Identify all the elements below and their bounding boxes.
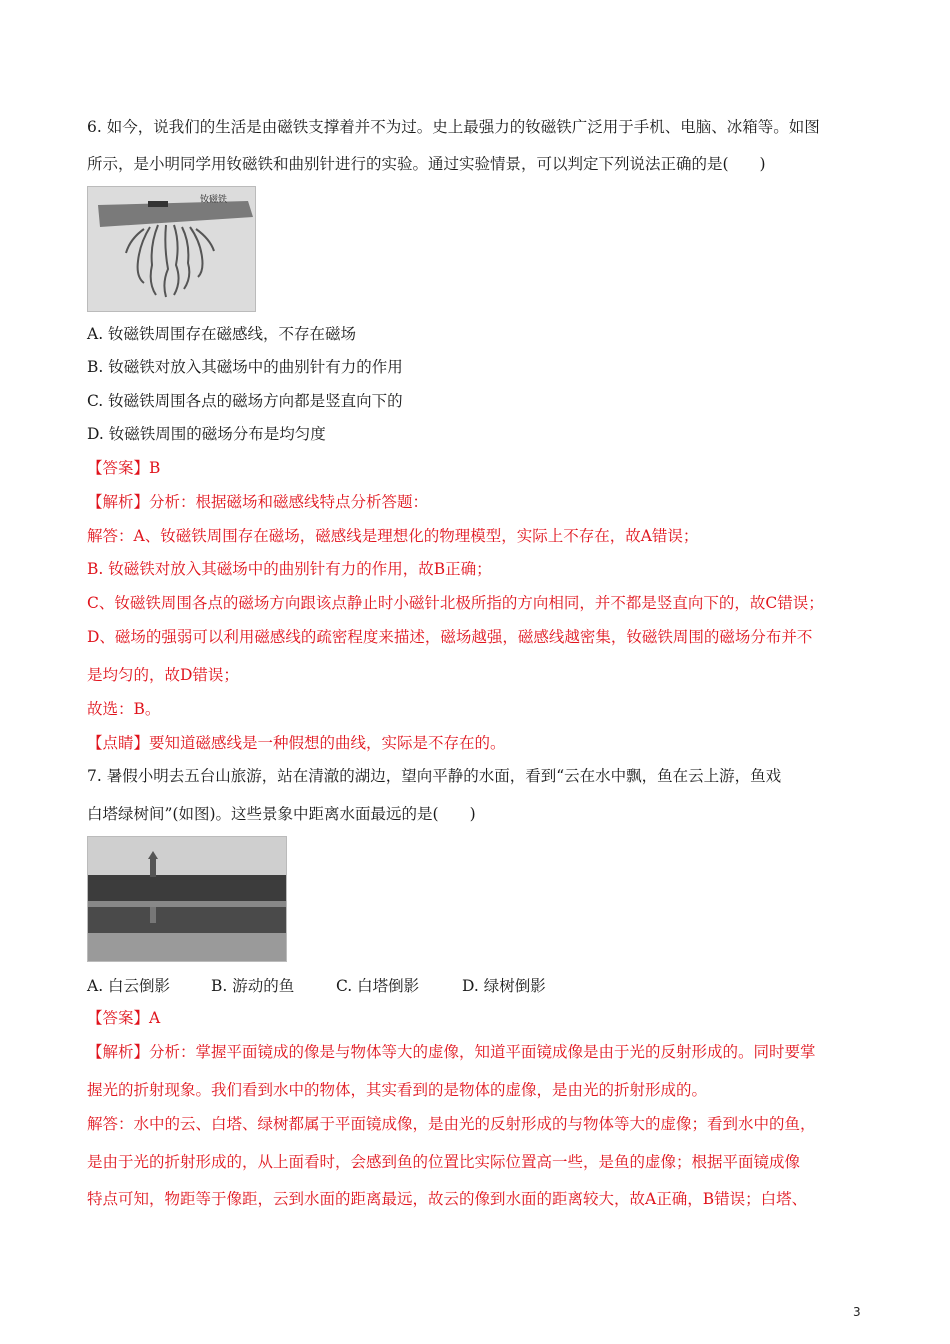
q6-tip: 【点睛】要知道磁感线是一种假想的曲线，实际是不存在的。 [87,734,506,752]
q7-option-d: D. 绿树倒影 [462,977,546,995]
q6-analysis: 【解析】分析：根据磁场和磁感线特点分析答题： [87,493,429,511]
q6-option-b: B. 钕磁铁对放入其磁场中的曲别针有力的作用 [87,358,403,376]
q6-solution-line-5: 是均匀的，故D错误； [87,666,239,684]
lake-reflection-figure [87,836,287,962]
q7-options-row [87,974,546,996]
q7-solution-line-1: 解答：水中的云、白塔、绿树都属于平面镜成像，是由光的反射形成的与物体等大的虚像；看到水中的鱼， [87,1115,816,1133]
q6-option-d: D. 钕磁铁周围的磁场分布是均匀度 [87,425,326,443]
q7-solution-line-2: 是由于光的折射形成的，从上面看时，会感到鱼的位置比实际位置高一些，是鱼的虚像；根据平面镜成像 [87,1153,801,1171]
q6-option-c: C. 钕磁铁周围各点的磁场方向都是竖直向下的 [87,392,403,410]
q6-stem-line-1: 6. 如今，说我们的生活是由磁铁支撑着并不为过。史上最强力的钕磁铁广泛用于手机、电脑、冰箱等。如图 [87,118,820,136]
q7-answer: 【答案】A [87,1009,161,1027]
q6-answer: 【答案】B [87,459,161,477]
q7-option-c: C. 白塔倒影 [336,977,420,995]
q7-option-b: B. 游动的鱼 [211,977,295,995]
q7-analysis-line-1: 【解析】分析：掌握平面镜成的像是与物体等大的虚像，知道平面镜成像是由于光的反射形成的。同时要掌 [87,1043,816,1061]
q7-stem-line-2: 白塔绿树间”(如图)。这些景象中距离水面最远的是( ) [87,805,476,823]
q7-solution-line-3: 特点可知，物距等于像距，云到水面的距离最远，故云的像到水面的距离较大，故A正确，B错误；白塔、 [87,1190,808,1208]
q7-stem-line-1: 7. 暑假小明去五台山旅游，站在清澈的湖边，望向平静的水面，看到“云在水中飘，鱼在云上游，鱼戏 [87,767,782,785]
magnet-paperclips-illustration [88,187,255,311]
lake-scene-illustration [88,837,286,961]
page-number: 3 [853,1305,861,1319]
q6-stem-line-2: 所示，是小明同学用钕磁铁和曲别针进行的实验。通过实验情景，可以判定下列说法正确的是( ) [87,155,766,173]
q6-option-a: A. 钕磁铁周围存在磁感线，不存在磁场 [87,325,357,343]
q7-option-a: A. 白云倒影 [87,977,171,995]
q6-solution-line-3: C、钕磁铁周围各点的磁场方向跟该点静止时小磁针北极所指的方向相同，并不都是竖直向下的，故C错误； [87,594,824,612]
q6-solution-line-2: B. 钕磁铁对放入其磁场中的曲别针有力的作用，故B正确； [87,560,492,578]
magnet-figure-label: 钕磁铁 [200,195,228,205]
q7-analysis-line-2: 握光的折射现象。我们看到水中的物体，其实看到的是物体的虚像，是由光的折射形成的。 [87,1081,708,1099]
q6-solution-line-6: 故选：B。 [87,700,161,718]
magnet-experiment-figure [87,186,256,312]
q6-solution-line-1: 解答：A、钕磁铁周围存在磁场，磁感线是理想化的物理模型，实际上不存在，故A错误； [87,527,699,545]
q6-solution-line-4: D、磁场的强弱可以利用磁感线的疏密程度来描述，磁场越强，磁感线越密集，钕磁铁周围的磁场分布并不 [87,628,813,646]
